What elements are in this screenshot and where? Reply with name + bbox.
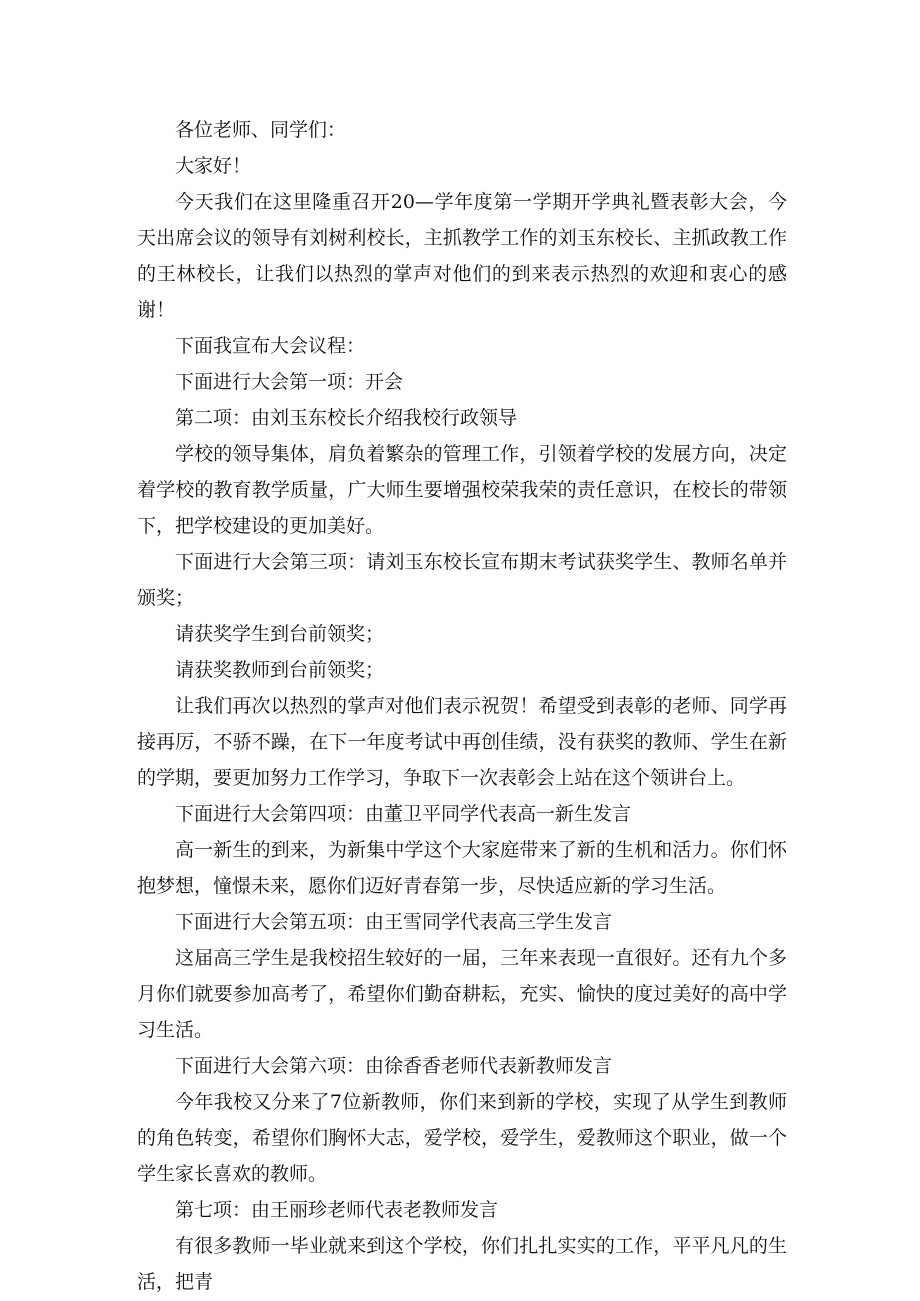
- paragraph-students-award: 请获奖学生到台前领奖；: [175, 623, 385, 645]
- paragraph-leadership: 学校的领导集体，肩负着繁杂的管理工作，引领着学校的发展方向，决定着学校的教育教学质量，广大师生要增强校荣我荣的责任意识，在校长的带领下，把学校建设的更加美好。: [137, 443, 787, 537]
- paragraph-veteran-teachers: 有很多教师一毕业就来到这个学校，你们扎扎实实的工作，平平凡凡的生活，把青: [137, 1235, 787, 1293]
- paragraph-item-four: 下面进行大会第四项：由董卫平同学代表高一新生发言: [175, 803, 632, 825]
- paragraph-new-teachers: 今年我校又分来了7位新教师，你们来到新的学校，实现了从学生到教师的角色转变，希望你们胸怀大志，爱学校，爱学生，爱教师这个职业，做一个学生家长喜欢的教师。: [137, 1091, 787, 1185]
- paragraph-agenda-intro: 下面我宣布大会议程：: [175, 335, 366, 357]
- document-body: [137, 112, 787, 1300]
- paragraph-opening: 今天我们在这里隆重召开20—学年度第一学期开学典礼暨表彰大会，今天出席会议的领导有刘树利校长，主抓教学工作的刘玉东校长、主抓政教工作的王林校长，让我们以热烈的掌声对他们的到来表示热烈的欢迎和衷心的感谢！: [137, 191, 787, 321]
- paragraph-congratulations: 让我们再次以热烈的掌声对他们表示祝贺！希望受到表彰的老师、同学再接再厉，不骄不躁，在下一年度考试中再创佳绩，没有获奖的教师、学生在新的学期，要更加努力工作学习，争取下一次表彰会上站在这个领讲台上。: [137, 695, 787, 789]
- paragraph-greeting: 各位老师、同学们：: [175, 119, 347, 141]
- paragraph-item-six: 下面进行大会第六项：由徐香香老师代表新教师发言: [175, 1055, 613, 1077]
- paragraph-item-three: 下面进行大会第三项：请刘玉东校长宣布期末考试获奖学生、教师名单并颁奖；: [137, 551, 787, 609]
- paragraph-item-one: 下面进行大会第一项：开会: [175, 371, 404, 393]
- paragraph-item-five: 下面进行大会第五项：由王雪同学代表高三学生发言: [175, 911, 613, 933]
- paragraph-seniors: 这届高三学生是我校招生较好的一届，三年来表现一直很好。还有九个多月你们就要参加高考了，希望你们勤奋耕耘，充实、愉快的度过美好的高中学习生活。: [137, 947, 787, 1041]
- paragraph-freshmen: 高一新生的到来，为新集中学这个大家庭带来了新的生机和活力。你们怀抱梦想，憧憬未来，愿你们迈好青春第一步，尽快适应新的学习生活。: [137, 839, 787, 897]
- paragraph-item-two: 第二项：由刘玉东校长介绍我校行政领导: [175, 407, 518, 429]
- paragraph-teachers-award: 请获奖教师到台前领奖；: [175, 659, 385, 681]
- paragraph-hello: 大家好！: [175, 155, 252, 177]
- paragraph-item-seven: 第七项：由王丽珍老师代表老教师发言: [175, 1199, 499, 1221]
